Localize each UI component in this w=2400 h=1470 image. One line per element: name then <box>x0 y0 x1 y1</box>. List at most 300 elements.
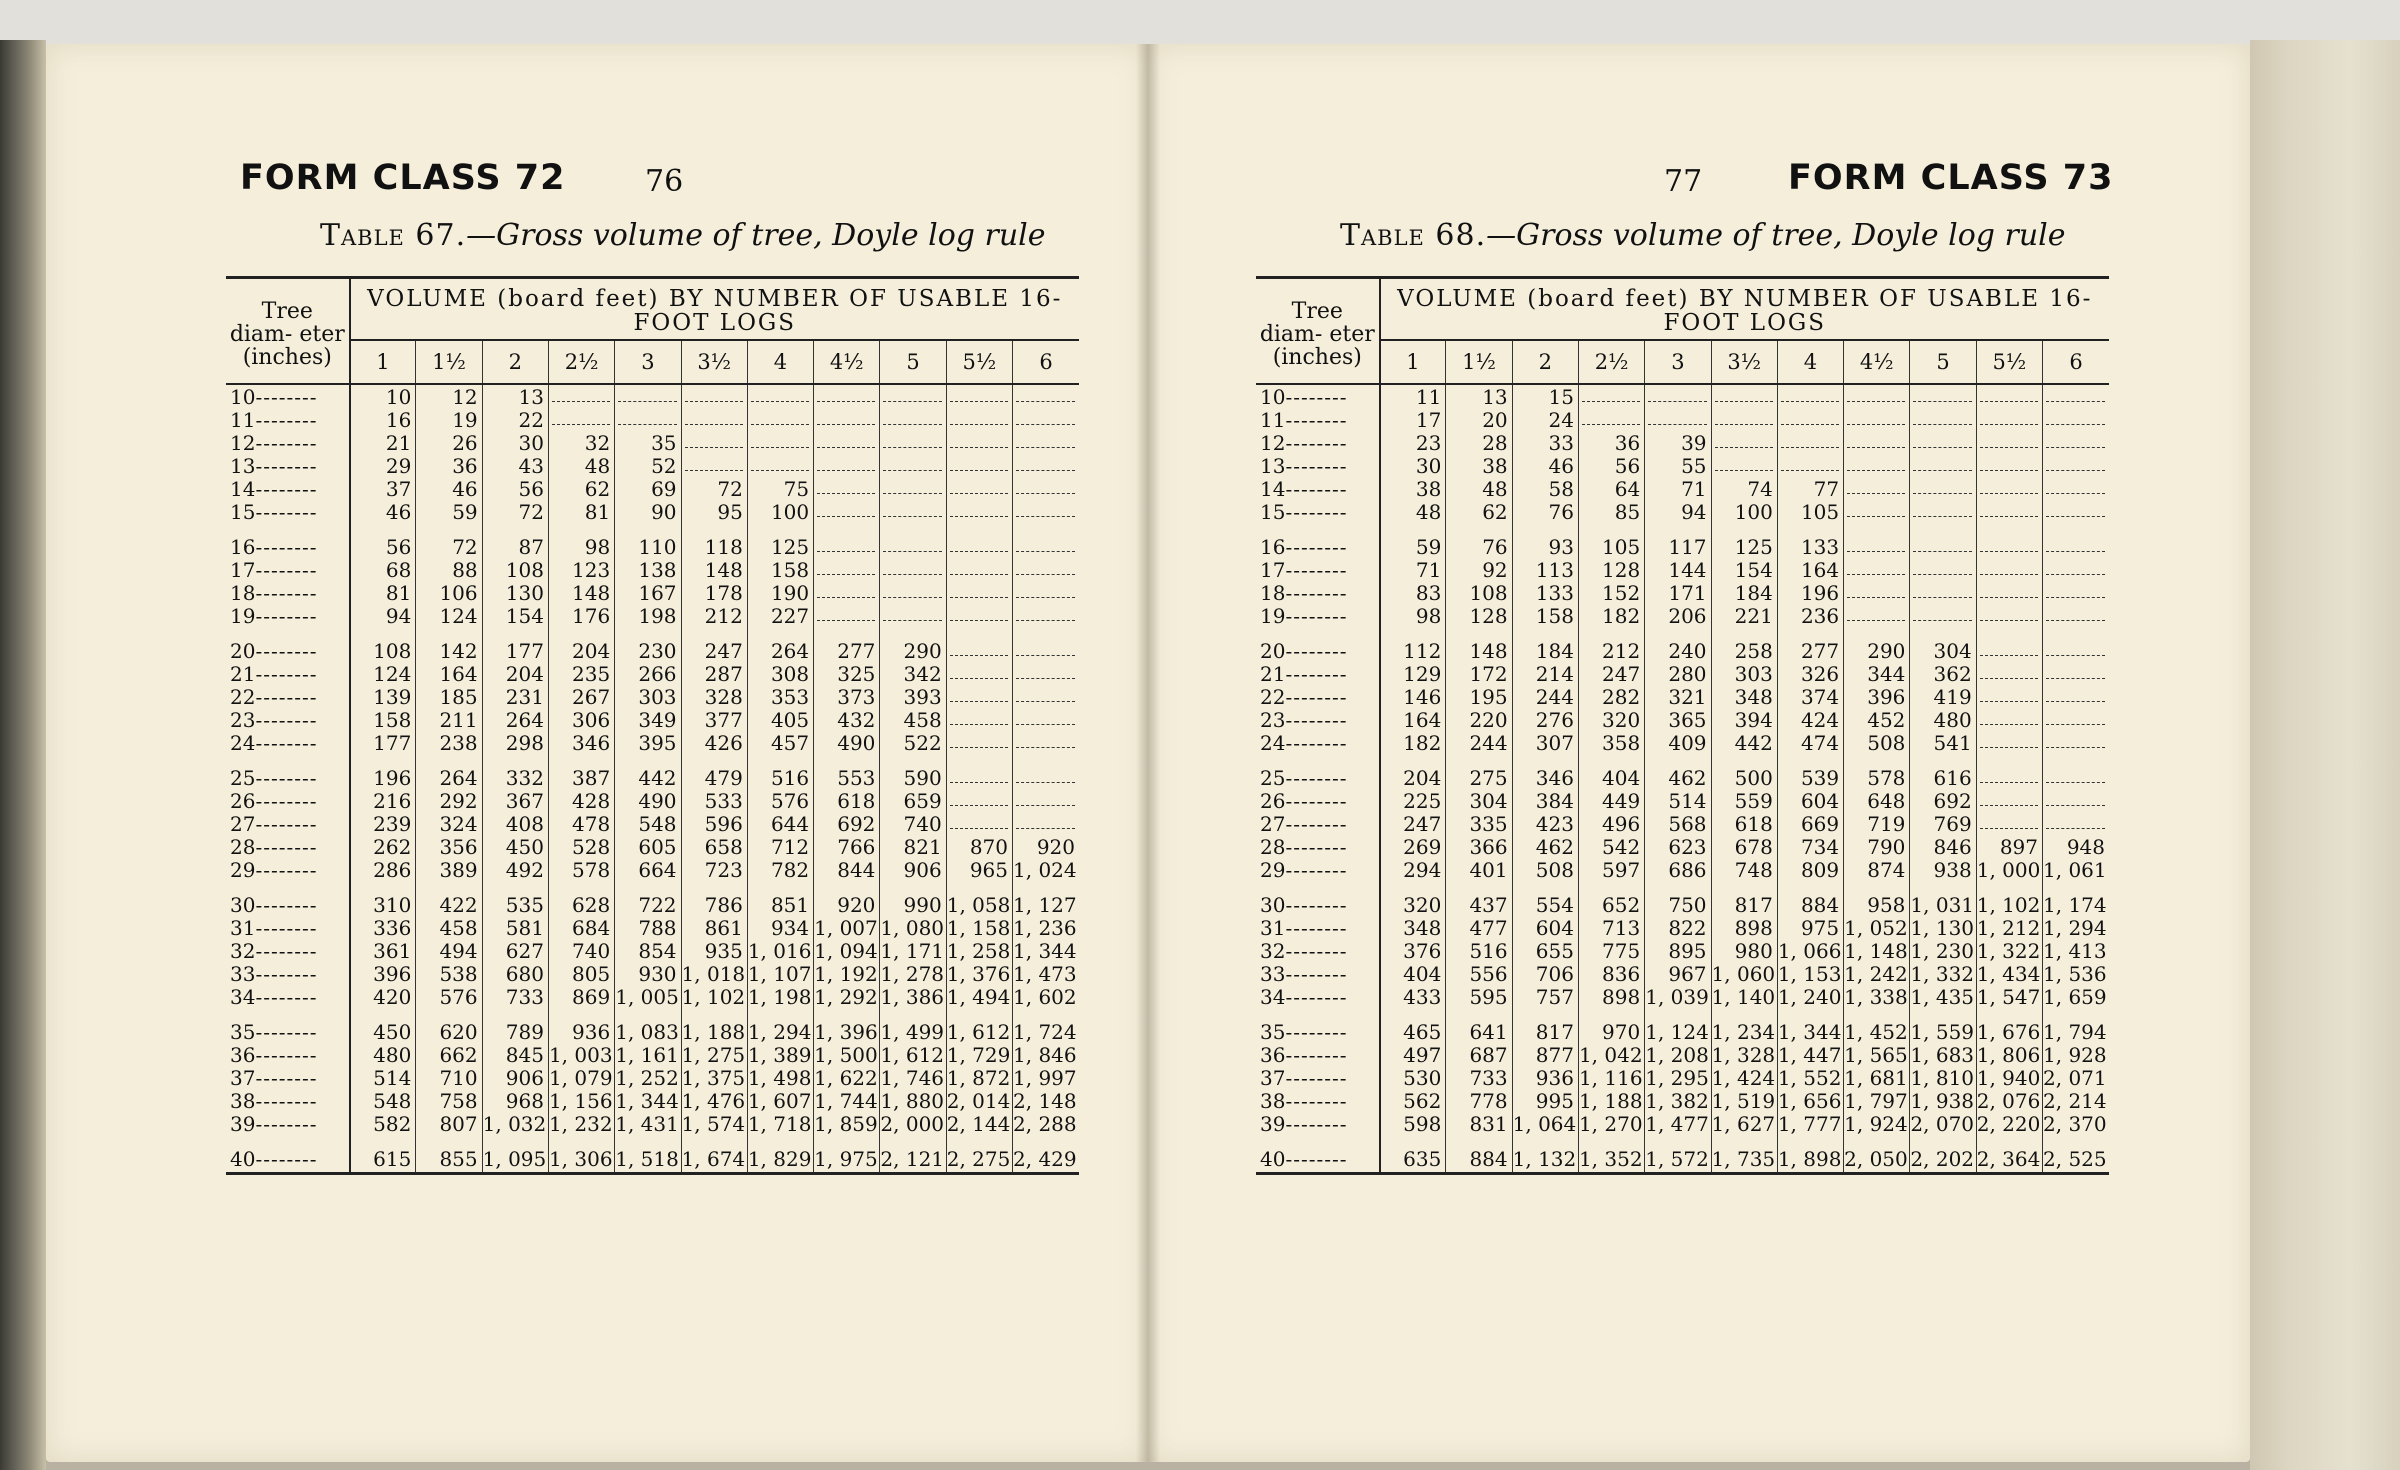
volume-cell: 1, 188 <box>681 1020 747 1043</box>
table-row <box>1256 858 2109 881</box>
volume-cell: 706 <box>1512 962 1578 985</box>
log-count-header: 3½ <box>681 340 747 384</box>
volume-cell: 1, 052 <box>1844 916 1910 939</box>
table-row <box>226 789 1079 812</box>
empty-cell <box>1013 662 1079 685</box>
volume-cell: 1, 294 <box>2043 915 2107 940</box>
volume-cell: 807 <box>416 1112 482 1135</box>
volume-cell: 722 <box>615 893 681 916</box>
empty-cell <box>1013 384 1079 408</box>
volume-cell: 1, 060 <box>1711 962 1777 985</box>
diameter-cell: 12-------- <box>226 431 350 454</box>
volume-cell: 1, 031 <box>1910 893 1976 916</box>
volume-cell: 308 <box>747 662 813 685</box>
table-row <box>1256 581 2109 604</box>
volume-cell: 817 <box>1512 1020 1578 1043</box>
volume-cell: 335 <box>1446 812 1512 835</box>
diameter-cell: 34-------- <box>1256 985 1380 1008</box>
volume-cell: 1, 107 <box>747 962 813 985</box>
log-count-header: 5 <box>880 340 946 384</box>
empty-cell <box>747 431 813 454</box>
volume-cell: 148 <box>681 558 747 581</box>
volume-cell: 692 <box>814 812 880 835</box>
volume-cell: 94 <box>1645 500 1711 523</box>
right-volume-table <box>1256 276 2109 1175</box>
table-row <box>1256 835 2109 858</box>
volume-cell: 307 <box>1512 731 1578 754</box>
empty-cell <box>1976 812 2042 835</box>
volume-cell: 1, 846 <box>1013 1042 1077 1067</box>
empty-cell <box>946 454 1012 477</box>
volume-cell: 1, 032 <box>482 1112 548 1135</box>
volume-cell: 618 <box>814 789 880 812</box>
volume-cell: 542 <box>1578 835 1644 858</box>
volume-cell: 30 <box>1380 454 1446 477</box>
table-row <box>226 812 1079 835</box>
volume-cell: 244 <box>1512 685 1578 708</box>
volume-cell: 620 <box>416 1020 482 1043</box>
volume-cell: 990 <box>880 893 946 916</box>
volume-cell: 365 <box>1645 708 1711 731</box>
volume-cell: 1, 656 <box>1777 1089 1843 1112</box>
volume-cell: 62 <box>1446 500 1512 523</box>
volume-cell: 11 <box>1380 384 1446 408</box>
volume-cell: 615 <box>350 1147 416 1174</box>
volume-cell: 152 <box>1578 581 1644 604</box>
empty-cell <box>2043 431 2109 454</box>
table-row <box>1256 1089 2109 1112</box>
volume-cell: 553 <box>814 766 880 789</box>
volume-cell: 377 <box>681 708 747 731</box>
volume-cell: 64 <box>1578 477 1644 500</box>
volume-cell: 77 <box>1777 477 1843 500</box>
diameter-cell: 30-------- <box>226 893 350 916</box>
volume-cell: 1, 171 <box>880 939 946 962</box>
table-row <box>1256 893 2109 916</box>
volume-cell: 46 <box>416 477 482 500</box>
volume-cell: 450 <box>350 1020 416 1043</box>
volume-cell: 306 <box>548 708 614 731</box>
volume-cell: 965 <box>946 858 1012 881</box>
table-row <box>226 1066 1079 1089</box>
empty-cell <box>880 384 946 408</box>
empty-cell <box>1910 558 1976 581</box>
empty-cell <box>880 431 946 454</box>
volume-cell: 578 <box>1844 766 1910 789</box>
volume-cell: 1, 744 <box>814 1089 880 1112</box>
table-row <box>1256 431 2109 454</box>
empty-cell <box>946 789 1012 812</box>
volume-cell: 1, 681 <box>1844 1066 1910 1089</box>
volume-cell: 1, 192 <box>814 962 880 985</box>
volume-cell: 24 <box>1512 408 1578 431</box>
table-row <box>226 893 1079 916</box>
diameter-cell: 10-------- <box>226 384 350 408</box>
volume-cell: 2, 275 <box>946 1147 1012 1174</box>
volume-cell: 1, 777 <box>1777 1112 1843 1135</box>
volume-cell: 30 <box>482 431 548 454</box>
volume-cell: 264 <box>416 766 482 789</box>
volume-cell: 458 <box>416 916 482 939</box>
diameter-cell: 24-------- <box>226 731 350 754</box>
empty-cell <box>2043 604 2109 627</box>
volume-cell: 678 <box>1711 835 1777 858</box>
volume-cell: 556 <box>1446 962 1512 985</box>
volume-cell: 93 <box>1512 535 1578 558</box>
volume-cell: 1, 794 <box>2043 1019 2107 1044</box>
volume-cell: 559 <box>1711 789 1777 812</box>
volume-cell: 184 <box>1711 581 1777 604</box>
volume-cell: 1, 132 <box>1512 1147 1578 1174</box>
volume-cell: 757 <box>1512 985 1578 1008</box>
empty-cell <box>946 431 1012 454</box>
volume-cell: 177 <box>482 639 548 662</box>
diameter-cell: 29-------- <box>1256 858 1380 881</box>
volume-cell: 1, 130 <box>1910 916 1976 939</box>
volume-cell: 17 <box>1380 408 1446 431</box>
volume-cell: 995 <box>1512 1089 1578 1112</box>
volume-cell: 576 <box>747 789 813 812</box>
diameter-cell: 22-------- <box>1256 685 1380 708</box>
volume-cell: 669 <box>1777 812 1843 835</box>
diameter-cell: 37-------- <box>226 1066 350 1089</box>
volume-cell: 1, 094 <box>814 939 880 962</box>
volume-cell: 110 <box>615 535 681 558</box>
diameter-cell: 11-------- <box>1256 408 1380 431</box>
volume-cell: 578 <box>548 858 614 881</box>
volume-cell: 426 <box>681 731 747 754</box>
volume-cell: 125 <box>1711 535 1777 558</box>
volume-cell: 1, 278 <box>880 962 946 985</box>
volume-cell: 230 <box>615 639 681 662</box>
log-count-header: 6 <box>2043 340 2109 384</box>
volume-cell: 508 <box>1844 731 1910 754</box>
diameter-cell: 31-------- <box>226 916 350 939</box>
volume-cell: 52 <box>615 454 681 477</box>
volume-cell: 975 <box>1777 916 1843 939</box>
volume-cell: 1, 718 <box>747 1112 813 1135</box>
empty-cell <box>1711 408 1777 431</box>
volume-cell: 2, 121 <box>880 1147 946 1174</box>
volume-cell: 276 <box>1512 708 1578 731</box>
diameter-cell: 15-------- <box>226 500 350 523</box>
empty-cell <box>880 581 946 604</box>
diameter-cell: 12-------- <box>1256 431 1380 454</box>
volume-cell: 1, 924 <box>1844 1112 1910 1135</box>
volume-cell: 367 <box>482 789 548 812</box>
volume-cell: 290 <box>1844 639 1910 662</box>
empty-cell <box>1844 408 1910 431</box>
volume-cell: 13 <box>482 384 548 408</box>
volume-cell: 1, 083 <box>615 1020 681 1043</box>
volume-cell: 117 <box>1645 535 1711 558</box>
volume-cell: 789 <box>482 1020 548 1043</box>
diameter-cell: 40-------- <box>1256 1147 1380 1174</box>
volume-cell: 264 <box>747 639 813 662</box>
volume-cell: 680 <box>482 962 548 985</box>
volume-cell: 310 <box>350 893 416 916</box>
volume-cell: 723 <box>681 858 747 881</box>
volume-cell: 2, 364 <box>1976 1147 2042 1174</box>
volume-cell: 100 <box>1711 500 1777 523</box>
empty-cell <box>1976 639 2042 662</box>
volume-cell: 478 <box>548 812 614 835</box>
empty-cell <box>1013 408 1079 431</box>
volume-cell: 304 <box>1910 639 1976 662</box>
volume-cell: 1, 724 <box>1013 1019 1077 1044</box>
volume-cell: 13 <box>1446 384 1512 408</box>
volume-cell: 72 <box>681 477 747 500</box>
volume-cell: 2, 148 <box>1013 1088 1077 1113</box>
volume-cell: 353 <box>747 685 813 708</box>
empty-cell <box>2043 662 2109 685</box>
volume-cell: 895 <box>1645 939 1711 962</box>
volume-cell: 1, 735 <box>1711 1147 1777 1174</box>
diameter-cell: 18-------- <box>226 581 350 604</box>
table-row <box>1256 535 2109 558</box>
empty-cell <box>1013 731 1079 754</box>
volume-cell: 48 <box>1446 477 1512 500</box>
volume-cell: 20 <box>1446 408 1512 431</box>
right-table-caption <box>1340 218 2066 253</box>
volume-cell: 154 <box>482 604 548 627</box>
table-row <box>1256 1020 2109 1043</box>
volume-cell: 39 <box>1645 431 1711 454</box>
empty-cell <box>946 384 1012 408</box>
volume-cell: 766 <box>814 835 880 858</box>
volume-cell: 206 <box>1645 604 1711 627</box>
empty-cell <box>880 558 946 581</box>
volume-cell: 659 <box>880 789 946 812</box>
log-count-header: 3 <box>615 340 681 384</box>
right-caption-title: —Gross volume of tree, Doyle log rule <box>1486 218 2066 253</box>
volume-cell: 303 <box>1711 662 1777 685</box>
volume-cell: 108 <box>1446 581 1512 604</box>
empty-cell <box>1910 384 1976 408</box>
diameter-cell: 17-------- <box>226 558 350 581</box>
empty-cell <box>814 384 880 408</box>
volume-cell: 1, 729 <box>946 1043 1012 1066</box>
empty-cell <box>1910 604 1976 627</box>
volume-cell: 28 <box>1446 431 1512 454</box>
empty-cell <box>1578 384 1644 408</box>
volume-cell: 1, 039 <box>1645 985 1711 1008</box>
volume-cell: 1, 258 <box>946 939 1012 962</box>
volume-cell: 59 <box>1380 535 1446 558</box>
table-row <box>1256 916 2109 939</box>
volume-cell: 462 <box>1512 835 1578 858</box>
volume-cell: 516 <box>747 766 813 789</box>
empty-cell <box>1976 662 2042 685</box>
volume-cell: 1, 389 <box>747 1043 813 1066</box>
volume-cell: 648 <box>1844 789 1910 812</box>
volume-cell: 1, 344 <box>1777 1020 1843 1043</box>
volume-header: VOLUME (board feet) BY NUMBER OF USABLE 16-FOOT LOGS <box>350 278 1079 341</box>
volume-cell: 258 <box>1711 639 1777 662</box>
empty-cell <box>1711 431 1777 454</box>
table-row <box>226 454 1079 477</box>
volume-cell: 264 <box>482 708 548 731</box>
volume-cell: 198 <box>615 604 681 627</box>
empty-cell <box>1777 408 1843 431</box>
volume-cell: 854 <box>615 939 681 962</box>
volume-cell: 81 <box>350 581 416 604</box>
volume-cell: 1, 198 <box>747 985 813 1008</box>
empty-cell <box>2043 500 2109 523</box>
log-count-header: 4½ <box>814 340 880 384</box>
empty-cell <box>615 408 681 431</box>
volume-cell: 664 <box>615 858 681 881</box>
volume-cell: 822 <box>1645 916 1711 939</box>
empty-cell <box>946 477 1012 500</box>
volume-cell: 906 <box>482 1066 548 1089</box>
empty-cell <box>1645 384 1711 408</box>
volume-cell: 290 <box>880 639 946 662</box>
volume-cell: 100 <box>747 500 813 523</box>
volume-cell: 1, 232 <box>548 1112 614 1135</box>
volume-cell: 465 <box>1380 1020 1446 1043</box>
table-row <box>1256 639 2109 662</box>
empty-cell <box>2043 812 2109 835</box>
empty-cell <box>1013 500 1079 523</box>
volume-cell: 154 <box>1711 558 1777 581</box>
volume-cell: 1, 153 <box>1777 962 1843 985</box>
table-row <box>226 500 1079 523</box>
volume-cell: 178 <box>681 581 747 604</box>
volume-cell: 1, 975 <box>814 1147 880 1174</box>
table-row <box>1256 500 2109 523</box>
volume-cell: 821 <box>880 835 946 858</box>
volume-cell: 142 <box>416 639 482 662</box>
empty-cell <box>2043 408 2109 431</box>
empty-cell <box>1976 789 2042 812</box>
volume-cell: 596 <box>681 812 747 835</box>
diameter-cell: 39-------- <box>1256 1112 1380 1135</box>
table-row <box>226 581 1079 604</box>
volume-cell: 38 <box>1380 477 1446 500</box>
volume-cell: 106 <box>416 581 482 604</box>
volume-cell: 1, 477 <box>1645 1112 1711 1135</box>
volume-cell: 595 <box>1446 985 1512 1008</box>
volume-cell: 286 <box>350 858 416 881</box>
empty-cell <box>1976 431 2042 454</box>
volume-cell: 23 <box>1380 431 1446 454</box>
volume-cell: 1, 435 <box>1910 985 1976 1008</box>
volume-cell: 480 <box>1910 708 1976 731</box>
volume-cell: 332 <box>482 766 548 789</box>
volume-cell: 1, 080 <box>880 916 946 939</box>
volume-cell: 1, 602 <box>1013 984 1077 1009</box>
volume-cell: 1, 208 <box>1645 1043 1711 1066</box>
volume-cell: 139 <box>350 685 416 708</box>
volume-cell: 1, 236 <box>1013 915 1077 940</box>
volume-cell: 172 <box>1446 662 1512 685</box>
table-row <box>226 431 1079 454</box>
volume-cell: 884 <box>1446 1147 1512 1174</box>
volume-cell: 128 <box>1578 558 1644 581</box>
volume-cell: 935 <box>681 939 747 962</box>
volume-cell: 72 <box>482 500 548 523</box>
volume-cell: 59 <box>416 500 482 523</box>
diameter-cell: 36-------- <box>226 1043 350 1066</box>
volume-cell: 623 <box>1645 835 1711 858</box>
volume-cell: 95 <box>681 500 747 523</box>
volume-cell: 1, 275 <box>681 1043 747 1066</box>
empty-cell <box>1976 454 2042 477</box>
volume-cell: 349 <box>615 708 681 731</box>
right-form-class-heading: FORM CLASS 73 <box>1788 158 2114 198</box>
volume-cell: 214 <box>1512 662 1578 685</box>
volume-cell: 1, 746 <box>880 1066 946 1089</box>
volume-cell: 1, 024 <box>1013 857 1077 882</box>
table-row <box>1256 1112 2109 1135</box>
volume-cell: 598 <box>1380 1112 1446 1135</box>
volume-cell: 211 <box>416 708 482 731</box>
volume-cell: 1, 382 <box>1645 1089 1711 1112</box>
empty-cell <box>880 408 946 431</box>
volume-cell: 325 <box>814 662 880 685</box>
empty-cell <box>814 581 880 604</box>
volume-cell: 750 <box>1645 893 1711 916</box>
volume-cell: 869 <box>548 985 614 1008</box>
volume-cell: 247 <box>1380 812 1446 835</box>
log-count-header: 3½ <box>1711 340 1777 384</box>
empty-cell <box>1976 708 2042 731</box>
table-row <box>1256 408 2109 431</box>
volume-cell: 16 <box>350 408 416 431</box>
volume-cell: 46 <box>1512 454 1578 477</box>
volume-cell: 479 <box>681 766 747 789</box>
volume-cell: 432 <box>814 708 880 731</box>
volume-cell: 394 <box>1711 708 1777 731</box>
volume-cell: 1, 234 <box>1711 1020 1777 1043</box>
volume-cell: 185 <box>416 685 482 708</box>
volume-cell: 514 <box>350 1066 416 1089</box>
volume-cell: 1, 066 <box>1777 939 1843 962</box>
empty-cell <box>2043 535 2109 558</box>
diameter-cell: 26-------- <box>1256 789 1380 812</box>
volume-cell: 404 <box>1380 962 1446 985</box>
volume-cell: 423 <box>1512 812 1578 835</box>
volume-cell: 231 <box>482 685 548 708</box>
diameter-cell: 23-------- <box>1256 708 1380 731</box>
diameter-cell: 21-------- <box>1256 662 1380 685</box>
volume-cell: 55 <box>1645 454 1711 477</box>
volume-cell: 1, 242 <box>1844 962 1910 985</box>
table-row <box>226 1043 1079 1066</box>
volume-cell: 719 <box>1844 812 1910 835</box>
volume-cell: 112 <box>1380 639 1446 662</box>
volume-cell: 1, 552 <box>1777 1066 1843 1089</box>
volume-cell: 277 <box>1777 639 1843 662</box>
volume-cell: 1, 158 <box>946 916 1012 939</box>
volume-cell: 1, 116 <box>1578 1066 1644 1089</box>
volume-cell: 225 <box>1380 789 1446 812</box>
volume-cell: 788 <box>615 916 681 939</box>
volume-cell: 1, 016 <box>747 939 813 962</box>
volume-cell: 635 <box>1380 1147 1446 1174</box>
log-count-header: 1½ <box>1446 340 1512 384</box>
volume-cell: 294 <box>1380 858 1446 881</box>
diameter-cell: 19-------- <box>226 604 350 627</box>
volume-cell: 1, 519 <box>1711 1089 1777 1112</box>
volume-cell: 2, 014 <box>946 1089 1012 1112</box>
empty-cell <box>946 685 1012 708</box>
volume-cell: 590 <box>880 766 946 789</box>
volume-cell: 844 <box>814 858 880 881</box>
table-row <box>226 962 1079 985</box>
empty-cell <box>1976 581 2042 604</box>
